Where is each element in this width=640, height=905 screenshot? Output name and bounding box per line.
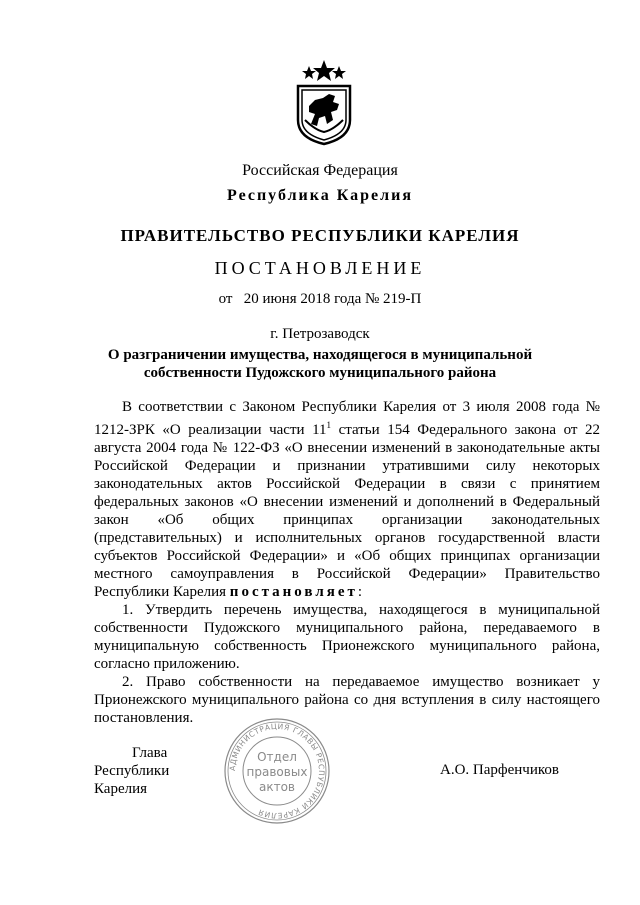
title-line-1: О разграничении имущества, находящегося в муниципальной — [107, 347, 533, 363]
coat-of-arms-emblem — [295, 58, 353, 146]
intro-text-2: статьи 154 Федерального закона от 22 августа 2004 года № 122-ФЗ «О внесении изменений в законодательные акты Российской Федерации и признании утратившими силу некоторых законодательных актов Российской Федерации в связи с принятием федеральных законов «О внесении изменений и дополнений в Федеральный закон «Об общих принципах организации законодательных (представительных) и исполнительных органов государственной власти субъектов Российской Федерации» и «Об общих принципах организации местного самоуправления в Российской Федерации» Правительство Республики Карелия — [94, 422, 600, 600]
document-body — [94, 398, 600, 727]
document-date: от 20 июня 2018 года № 219-П — [218, 291, 422, 307]
colon: : — [357, 584, 363, 600]
item-2: 2. Право собственности на передаваемое имущество возникает у Прионежского муниципального района со дня вступления в силу настоящего постановления. — [94, 674, 600, 726]
intro-text: В соответствии с Законом Республики Карелия от 3 июля 2008 года № 1212-ЗРК «О реализации части 11 — [94, 399, 600, 438]
stamp-ring-textpath: АДМИНИСТРАЦИЯ ГЛАВЫ РЕСПУБЛИКИ КАРЕЛИЯ — [227, 721, 327, 821]
signature-title — [94, 744, 224, 798]
government-name: ПРАВИТЕЛЬСТВО РЕСПУБЛИКИ КАРЕЛИЯ — [120, 226, 520, 245]
republic-name: Республика Карелия — [227, 187, 413, 204]
document-title — [0, 346, 640, 382]
signatory-name: А.О. Парфенчиков — [440, 762, 559, 778]
stamp-line-1: Отдел — [257, 750, 297, 764]
official-stamp — [222, 716, 332, 826]
intro-superscript: 1 — [326, 420, 332, 430]
signature-title-line-2: Республики Карелия — [94, 763, 170, 797]
intro-paragraph — [94, 398, 600, 601]
resolves-word: постановляет — [229, 584, 358, 600]
stamp-line-2: правовых — [246, 765, 308, 779]
signature-title-line-1: Глава — [132, 745, 168, 761]
stamp-line-3: актов — [258, 780, 296, 794]
title-line-2: собственности Пудожского муниципального района — [143, 365, 497, 381]
item-1: 1. Утвердить перечень имущества, находящегося в муниципальной собственности Пудожского муниципального района, передаваемого в муниципальную собственность Прионежского муниципального района, согласно приложению. — [94, 602, 600, 672]
document-city: г. Петрозаводск — [270, 326, 370, 342]
country-name: Российская Федерация — [242, 162, 398, 179]
document-type: ПОСТАНОВЛЕНИЕ — [214, 258, 426, 278]
